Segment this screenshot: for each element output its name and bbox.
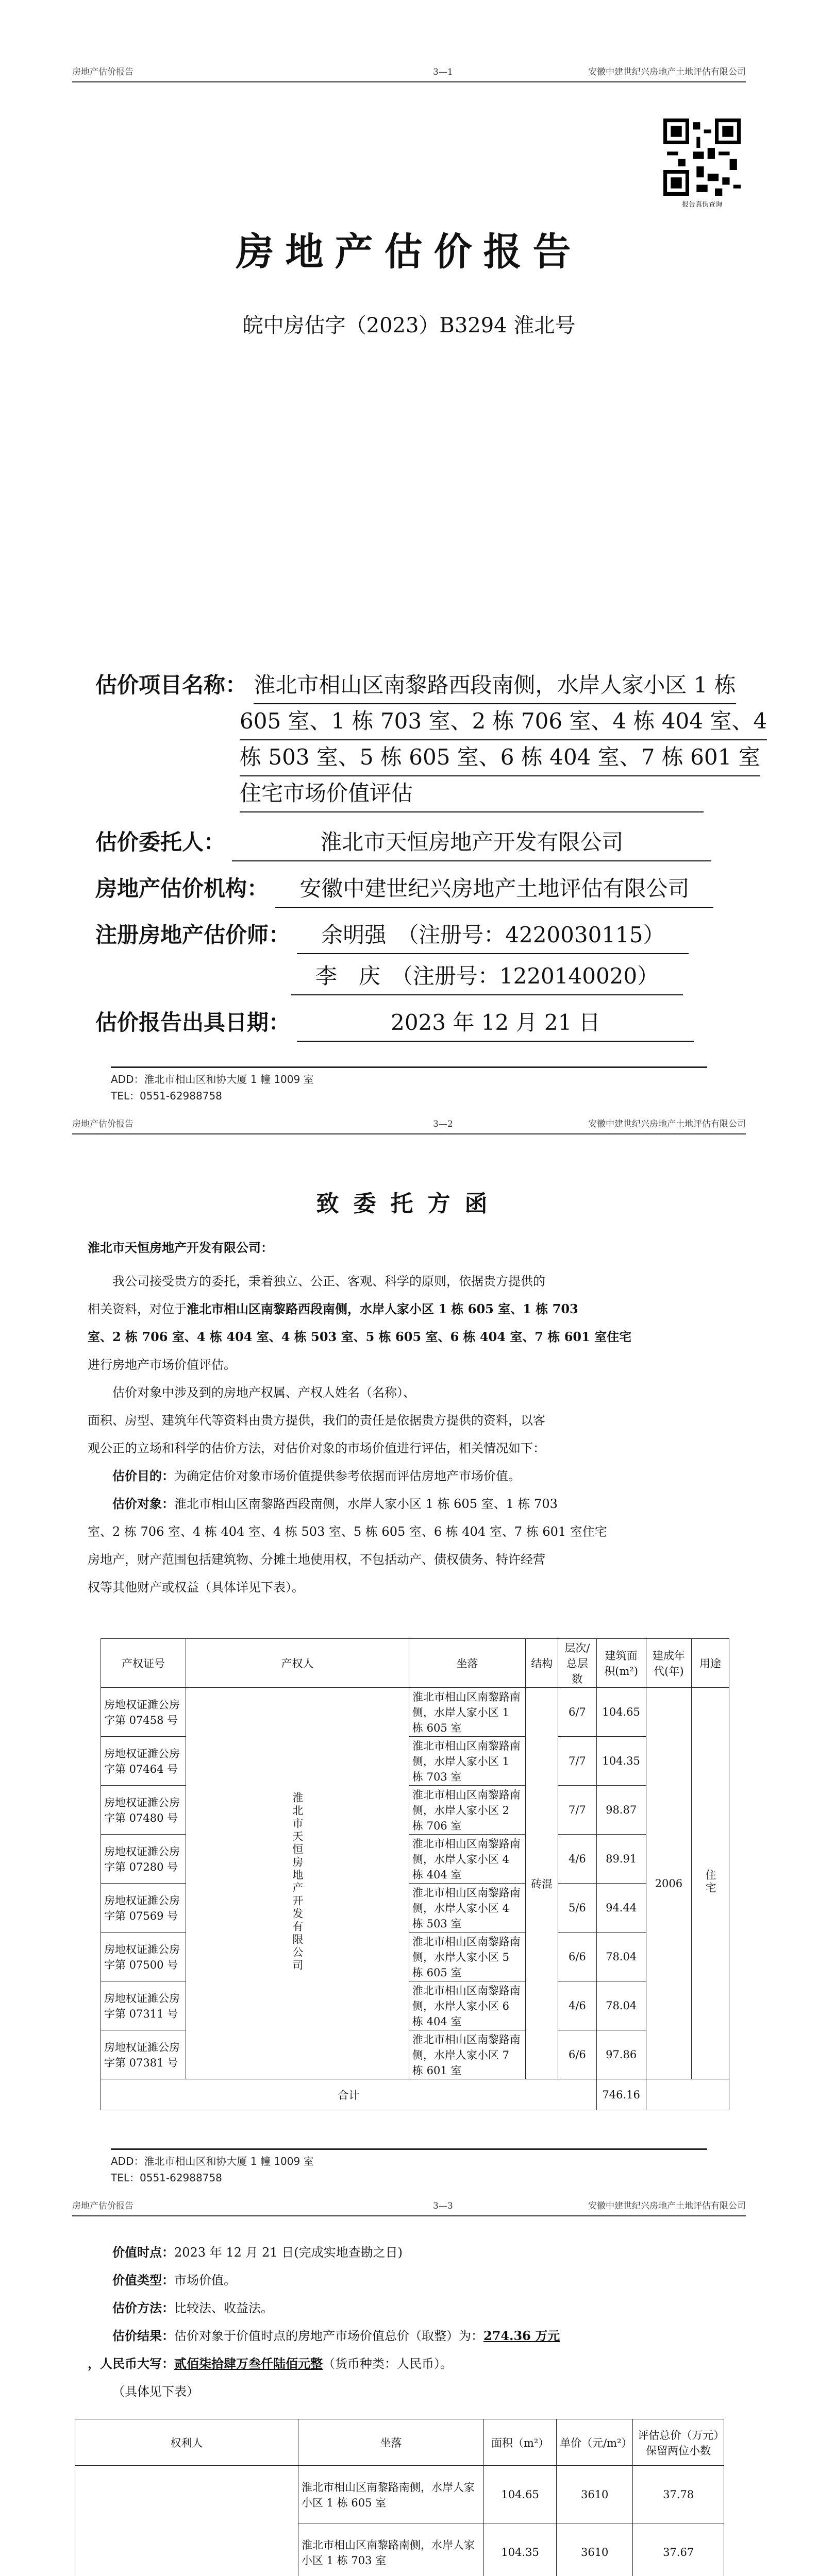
page-header: 房地产估价报告 3—3 安徽中建世纪兴房地产土地评估有限公司 <box>72 2195 746 2216</box>
page-footer: ADD：淮北市相山区和协大厦 1 幢 1009 室 TEL：0551-62988758 <box>111 2148 707 2186</box>
owner-cell <box>75 2466 298 2576</box>
footer-tel: TEL：0551-62988758 <box>111 1090 222 1102</box>
agency-label: 房地产估价机构： <box>95 876 269 901</box>
price-cell: 3610 <box>557 2523 633 2576</box>
appraiser-label: 注册房地产估价师： <box>95 922 291 947</box>
project-line-4: 住宅市场价值评估 <box>240 775 704 812</box>
project-line-3: 栋 503 室、5 栋 605 室、6 栋 404 室、7 栋 601 室 <box>240 739 760 776</box>
floor-cell: 6/6 <box>558 2030 596 2079</box>
project-label: 估价项目名称： <box>95 672 247 698</box>
valuation-table <box>75 2419 724 2576</box>
location-cell: 淮北市相山区南黎路南侧，水岸人家小区 1 栋 605 室 <box>409 1688 525 1737</box>
header-left: 房地产估价报告 <box>72 67 133 77</box>
letter-page <box>0 1108 818 2192</box>
area-cell: 89.91 <box>596 1835 646 1884</box>
year-cell: 2006 <box>646 1688 691 2079</box>
date-row <box>95 1005 694 1042</box>
letter-title: 致委托方函 <box>316 1191 502 1217</box>
qr-caption: 报告真伪查询 <box>681 201 722 209</box>
cover-page <box>0 0 818 1108</box>
total-row: 合计 746.16 <box>101 2079 729 2110</box>
total-area: 746.16 <box>596 2079 646 2110</box>
floor-cell: 6/6 <box>558 1933 596 1981</box>
agency-row <box>95 871 713 908</box>
location-cell: 淮北市相山区南黎路南侧，水岸人家小区 4 栋 503 室 <box>409 1884 525 1933</box>
cert-cell: 房地权证濉公房字第 07280 号 <box>101 1835 186 1884</box>
report-title: 房地产估价报告 <box>236 230 582 274</box>
floor-cell: 7/7 <box>558 1737 596 1786</box>
client-name: 淮北市天恒房地产开发有限公司 <box>232 824 711 861</box>
price-cell: 3610 <box>557 2466 633 2523</box>
project-name <box>95 667 736 704</box>
area-cell: 98.87 <box>596 1786 646 1835</box>
owner-cell: 淮北市天恒房地产开发有限公司 <box>186 1688 409 2079</box>
report-date: 2023 年 12 月 21 日 <box>297 1005 694 1042</box>
floor-cell: 4/6 <box>558 1835 596 1884</box>
area-cell: 94.44 <box>596 1884 646 1933</box>
value-cell: 37.67 <box>633 2523 724 2576</box>
cert-cell: 房地权证濉公房字第 07381 号 <box>101 2030 186 2079</box>
table-row <box>75 2466 724 2523</box>
header-page-no: 3—2 <box>433 1119 453 1129</box>
area-cell: 104.65 <box>484 2466 557 2523</box>
floor-cell: 7/7 <box>558 1786 596 1835</box>
appraiser-row <box>95 917 689 954</box>
header-page-no: 3—1 <box>433 67 453 77</box>
result-body: 价值时点：2023 年 12 月 21 日(完成实地查勘之日) 价值类型：市场价值。 估价方法：比较法、收益法。 估价结果：估价对象于价值时点的房地产市场价值总价（取整）为：274.36 万元 ，人民币大写：贰佰柒拾肆万叁仟陆佰元整（货币种类：人民币）。 （具体见下表） <box>88 2245 560 2399</box>
project-line-1: 淮北市相山区南黎路西段南侧，水岸人家小区 1 栋 <box>254 667 736 704</box>
location-cell: 淮北市相山区南黎路南侧，水岸人家小区 6 栋 404 室 <box>409 1981 525 2030</box>
location-cell: 淮北市相山区南黎路南侧，水岸人家小区 1 栋 703 室 <box>409 1737 525 1786</box>
header-right: 安徽中建世纪兴房地产土地评估有限公司 <box>588 67 746 77</box>
area-cell: 78.04 <box>596 1933 646 1981</box>
floor-cell: 6/7 <box>558 1688 596 1737</box>
letter-to: 淮北市天恒房地产开发有限公司： <box>88 1240 273 1255</box>
location-cell: 淮北市相山区南黎路南侧，水岸人家小区 2 栋 706 室 <box>409 1786 525 1835</box>
cert-cell: 房地权证濉公房字第 07500 号 <box>101 1933 186 1981</box>
area-cell: 104.35 <box>596 1737 646 1786</box>
qr-code-icon[interactable] <box>663 118 741 196</box>
cert-cell: 房地权证濉公房字第 07311 号 <box>101 1981 186 2030</box>
qr-block[interactable] <box>658 118 746 209</box>
location-cell: 淮北市相山区南黎路南侧，水岸人家小区 1 栋 605 室 <box>298 2466 484 2523</box>
table-header: 权利人 坐落 面积（m²） 单价（元/m²） 评估总价（万元）保留两位小数 <box>75 2419 724 2466</box>
cert-cell: 房地权证濉公房字第 07458 号 <box>101 1688 186 1737</box>
project-line-2: 605 室、1 栋 703 室、2 栋 706 室、4 栋 404 室、4 <box>240 703 767 740</box>
appraiser-1: 余明强 （注册号：4220030115） <box>297 917 689 954</box>
client-row <box>95 824 711 861</box>
area-cell: 78.04 <box>596 1981 646 2030</box>
location-cell: 淮北市相山区南黎路南侧，水岸人家小区 1 栋 703 室 <box>298 2523 484 2576</box>
date-label: 估价报告出具日期： <box>95 1010 291 1035</box>
report-number: 皖中房估字（2023）B3294 淮北号 <box>242 314 576 337</box>
page-footer <box>111 1066 707 1104</box>
footer-address: ADD：淮北市相山区和协大厦 1 幢 1009 室 <box>111 1073 314 1086</box>
value-cell: 37.78 <box>633 2466 724 2523</box>
page-header: 房地产估价报告 3—2 安徽中建世纪兴房地产土地评估有限公司 <box>72 1113 746 1134</box>
table-header: 产权证号 产权人 坐落 结构 层次/总层数 建筑面积(m²) 建成年代(年) 用途 <box>101 1639 729 1688</box>
cert-cell: 房地权证濉公房字第 07569 号 <box>101 1884 186 1933</box>
location-cell: 淮北市相山区南黎路南侧，水岸人家小区 7 栋 601 室 <box>409 2030 525 2079</box>
page-header <box>72 61 746 82</box>
area-cell: 104.65 <box>596 1688 646 1737</box>
use-cell: 住宅 <box>691 1688 729 2079</box>
table-row <box>101 1688 729 1737</box>
area-cell: 97.86 <box>596 2030 646 2079</box>
floor-cell: 4/6 <box>558 1981 596 2030</box>
structure-cell: 砖混 <box>526 1688 558 2079</box>
result-page <box>0 2192 818 2576</box>
appraiser-2: 李 庆 （注册号：1220140020） <box>291 958 683 995</box>
agency-name: 安徽中建世纪兴房地产土地评估有限公司 <box>275 871 713 908</box>
cert-cell: 房地权证濉公房字第 07480 号 <box>101 1786 186 1835</box>
header-page-no: 3—3 <box>433 2201 453 2211</box>
floor-cell: 5/6 <box>558 1884 596 1933</box>
area-cell: 104.35 <box>484 2523 557 2576</box>
property-table <box>101 1638 729 2110</box>
cert-cell: 房地权证濉公房字第 07464 号 <box>101 1737 186 1786</box>
client-label: 估价委托人： <box>95 829 226 855</box>
letter-body: 我公司接受贵方的委托，秉着独立、公正、客观、科学的原则，依据贵方提供的 相关资料，对位于淮北市相山区南黎路西段南侧，水岸人家小区 1 栋 605 室、1 栋 703 室、2 栋 706 室、4 栋 404 室、4 栋 503 室、5 栋 605 室、6 栋 404 室、7 栋 601 室住宅 进行房地产市场价值评估。 估价对象中涉及到的房地产权属、产权人姓名（名称）、 面积、房型、建筑年代等资料由贵方提供，我们的责任是依据贵方提供的资料，以客 观公正的立场和科学的估价方法，对估价对象的市场价值进行评估，相关情况如下： 估价目的：为确定估价对象市场价值提供参考依据而评估房地产市场价值。 估价对象：淮北市相山区南黎路西段南侧，水岸人家小区 1 栋 605 室、1 栋 703 室、2 栋 706 室、4 栋 404 室、4 栋 503 室、5 栋 605 室、6 栋 404 室、7 栋 601 室住宅 房地产，财产范围包括建筑物、分摊土地使用权，不包括动产、债权债务、特许经营 权等其他财产或权益（具体详见下表）。 <box>88 1274 632 1595</box>
location-cell: 淮北市相山区南黎路南侧，水岸人家小区 5 栋 605 室 <box>409 1933 525 1981</box>
location-cell: 淮北市相山区南黎路南侧，水岸人家小区 4 栋 404 室 <box>409 1835 525 1884</box>
